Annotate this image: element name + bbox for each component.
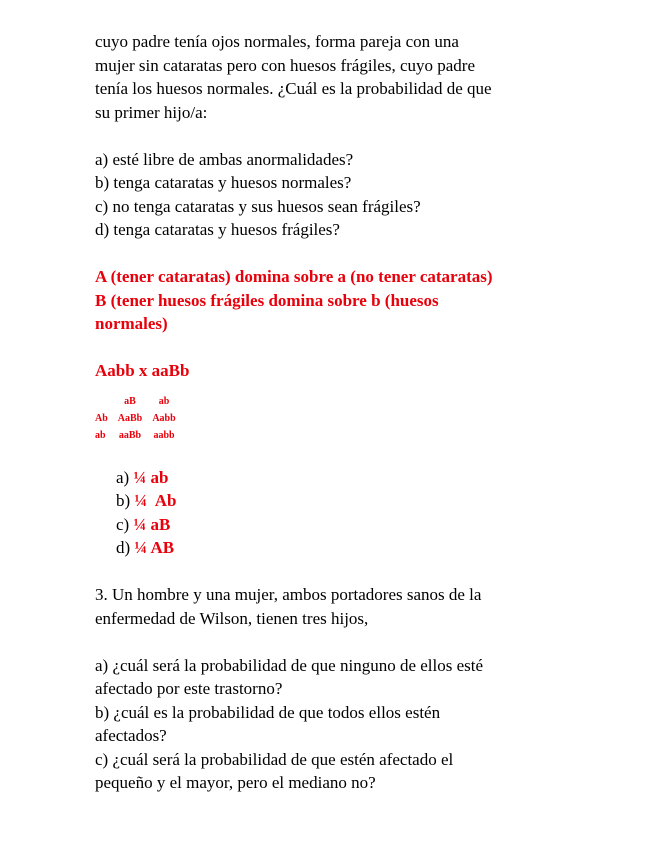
text-line: pequeño y el mayor, pero el mediano no?	[95, 773, 376, 792]
punnett-cell: Ab	[95, 412, 108, 424]
text-line: normales)	[95, 314, 168, 333]
text-line: b) ¿cuál es la probabilidad de que todos ellos estén	[95, 702, 441, 722]
text-line: afectado por este trastorno?	[95, 679, 283, 698]
question-item	[95, 701, 570, 748]
punnett-cell: aabb	[153, 429, 175, 441]
punnett-cell: ab	[95, 429, 106, 441]
punnett-cell	[95, 393, 113, 410]
genetic-cross: Aabb x aaBb	[95, 361, 190, 380]
punnett-row	[95, 427, 181, 444]
answer-label: b)	[116, 491, 131, 510]
question-item: c) no tenga cataratas y sus huesos sean frágiles?	[95, 196, 421, 216]
question-item: a) esté libre de ambas anormalidades?	[95, 149, 354, 169]
question-item: d) tenga cataratas y huesos frágiles?	[95, 220, 340, 239]
punnett-cell: Aabb	[152, 412, 176, 424]
punnett-row	[95, 410, 181, 427]
question-item: b) tenga cataratas y huesos normales?	[95, 173, 352, 192]
answer-value: ¼ ab	[133, 467, 169, 487]
text-line: afectados?	[95, 726, 167, 745]
text-line: c) ¿cuál será la probabilidad de que estén afectado el	[95, 749, 454, 769]
answer-item	[116, 536, 570, 560]
answer-label: c)	[116, 514, 130, 534]
problem3-questions	[95, 654, 570, 795]
punnett-cell: aaBb	[118, 429, 142, 441]
text-line: cuyo padre tenía ojos normales, forma pareja con una	[95, 32, 459, 51]
question-item	[95, 748, 570, 795]
document-page	[95, 30, 570, 795]
text-line: tenía los huesos normales. ¿Cuál es la probabilidad de que	[95, 79, 492, 98]
punnett-cell: AaBb	[117, 412, 143, 424]
text-line: a) ¿cuál será la probabilidad de que ninguno de ellos esté	[95, 655, 484, 675]
dominance-statement	[95, 265, 570, 336]
punnett-header-row	[95, 393, 181, 410]
problem2-questions	[95, 148, 570, 242]
text-line: mujer sin cataratas pero con huesos frágiles, cuyo padre	[95, 55, 475, 75]
problem3-intro	[95, 583, 570, 630]
answer-value: ¼ aB	[133, 514, 171, 534]
problem2-intro	[95, 30, 570, 124]
answer-label: d)	[116, 538, 131, 557]
text-line: su primer hijo/a:	[95, 102, 208, 122]
text-line: 3. Un hombre y una mujer, ambos portadores sanos de la	[95, 585, 482, 604]
answer-label: a)	[116, 467, 130, 487]
problem2-answers	[116, 466, 570, 560]
text-line: B (tener huesos frágiles domina sobre b (huesos	[95, 290, 439, 310]
answer-item	[116, 466, 570, 490]
answer-value: ¼ AB	[134, 538, 175, 557]
punnett-cell: ab	[158, 395, 170, 407]
answer-item	[116, 513, 570, 537]
punnett-square	[95, 393, 570, 444]
answer-value: ¼ Ab	[134, 491, 177, 510]
answer-item	[116, 489, 570, 513]
punnett-cell: aB	[124, 395, 136, 407]
question-item	[95, 654, 570, 701]
text-line: A (tener cataratas) domina sobre a (no tener cataratas)	[95, 267, 493, 286]
text-line: enfermedad de Wilson, tienen tres hijos,	[95, 608, 369, 628]
